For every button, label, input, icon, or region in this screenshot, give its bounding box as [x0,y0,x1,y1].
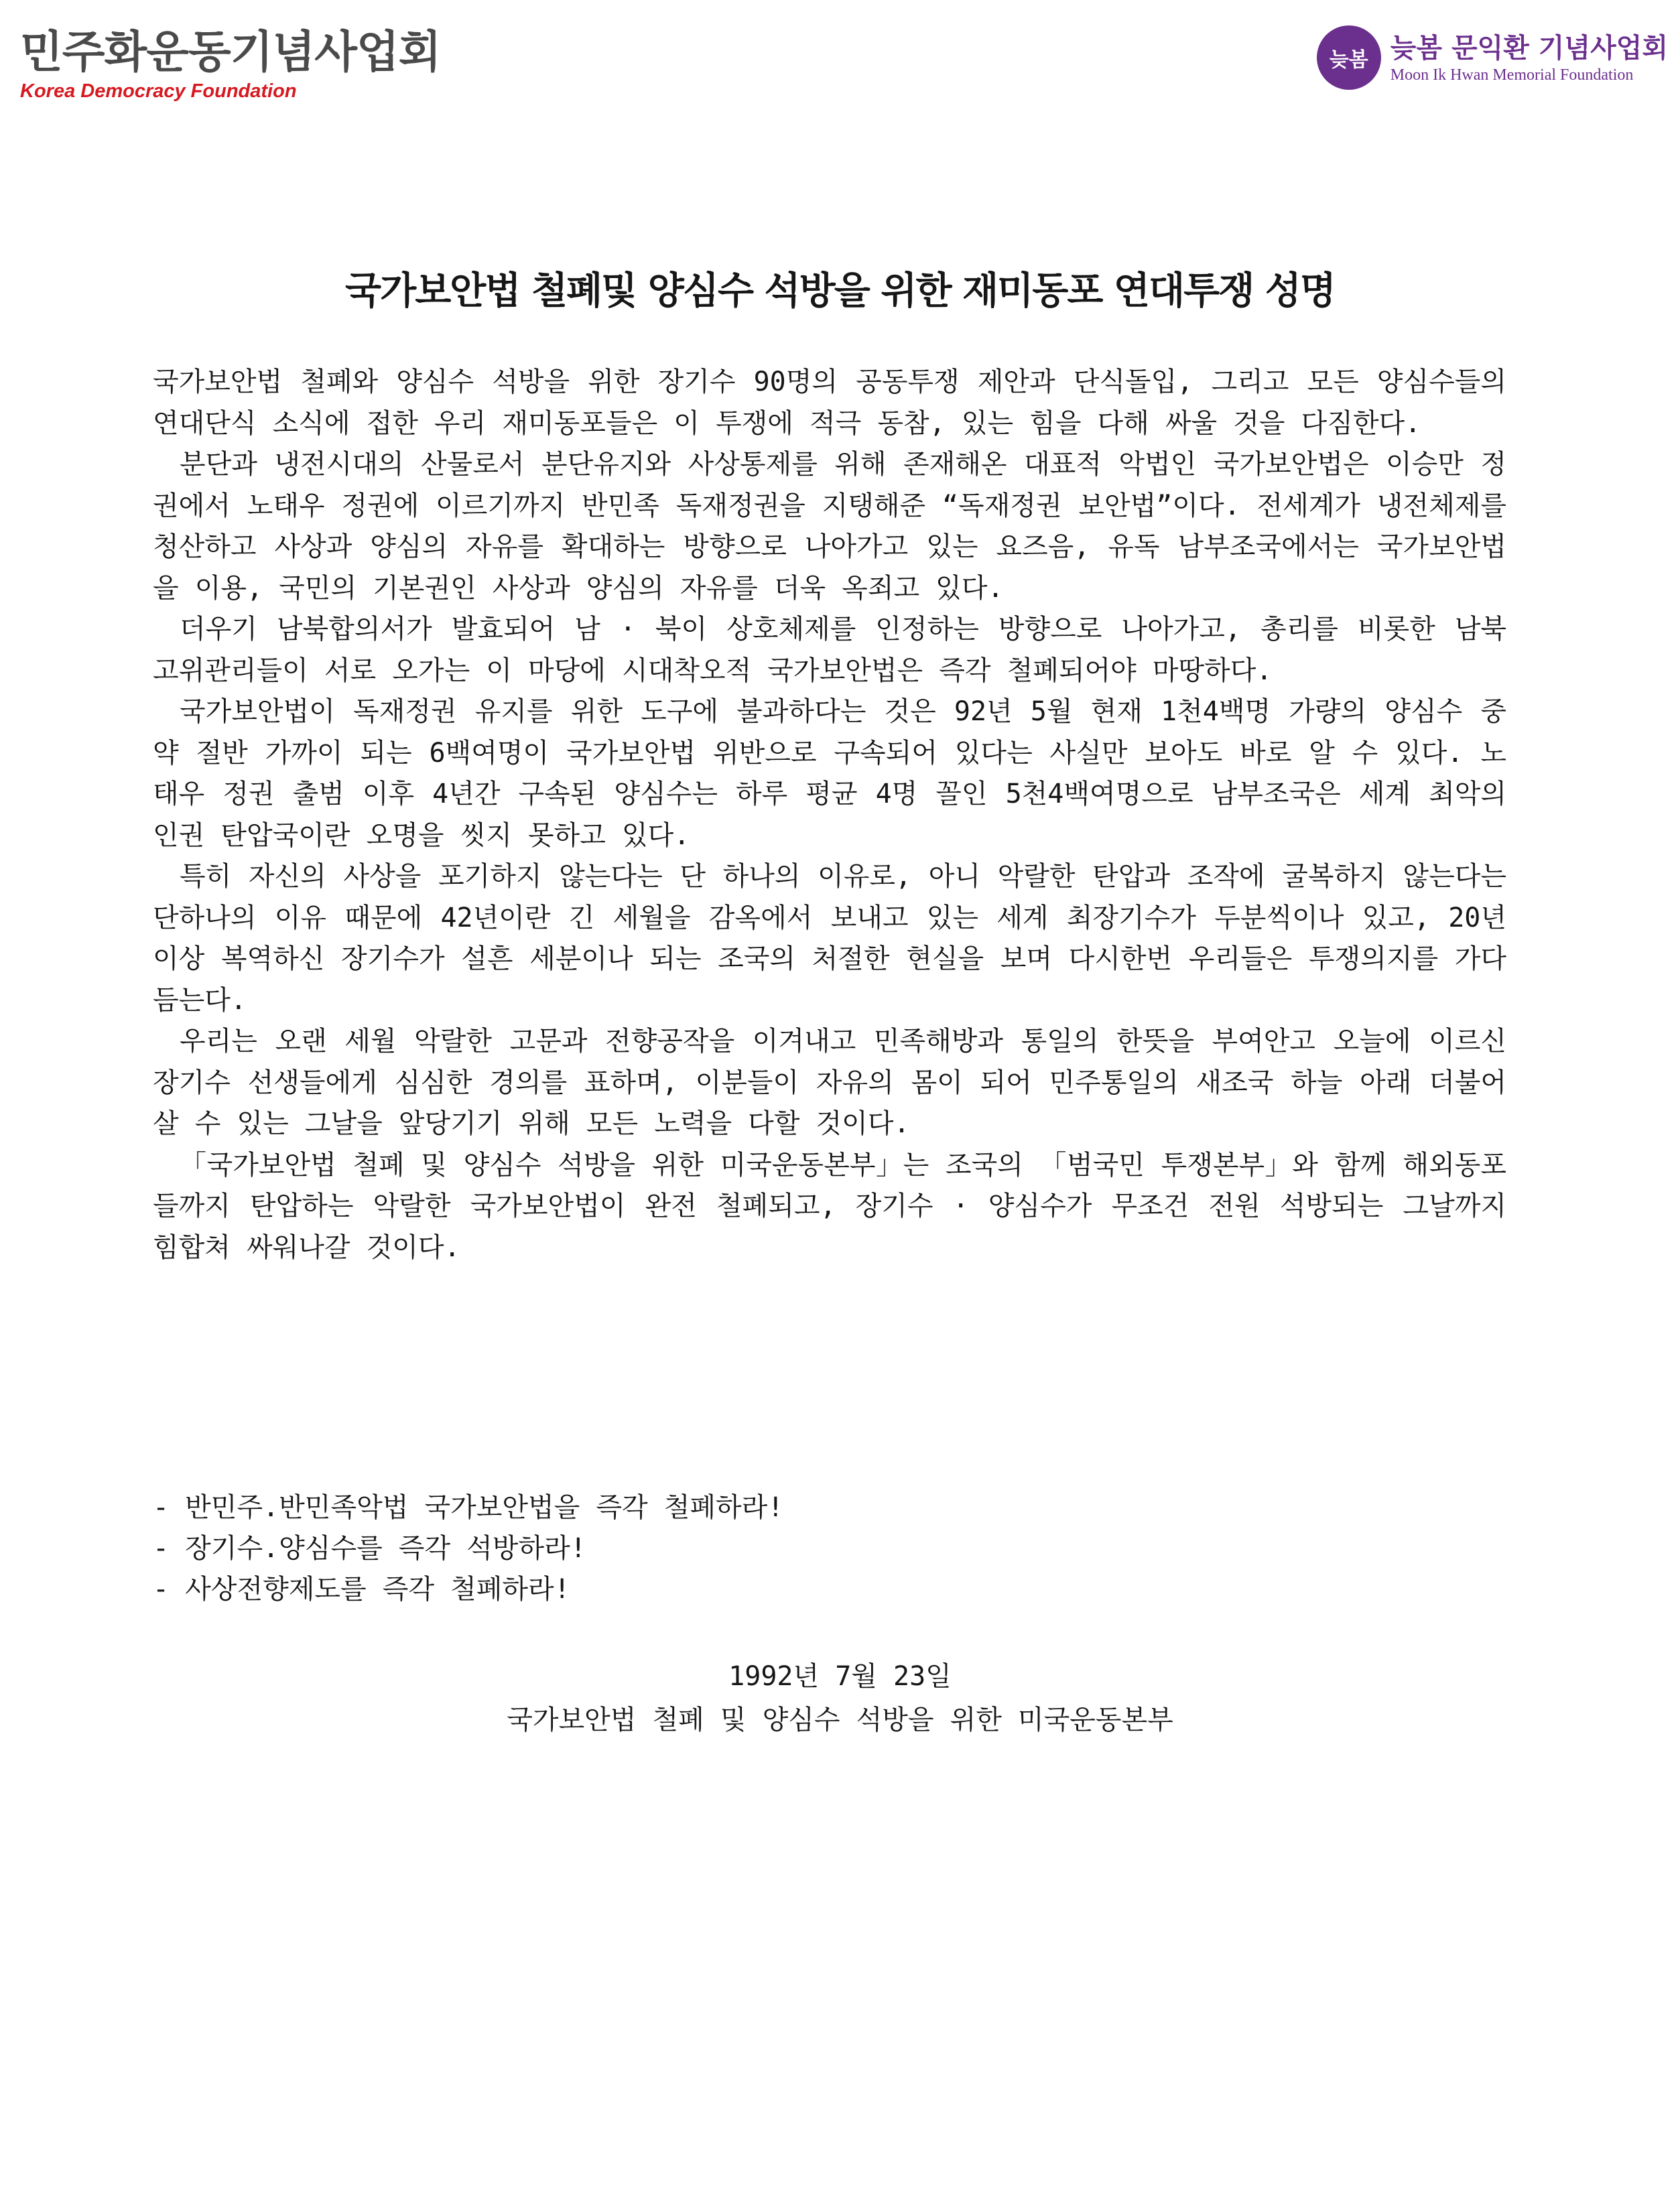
slogan-item: - 장기수.양심수를 즉각 석방하라! [153,1533,586,1564]
paragraph: 국가보안법이 독재정권 유지를 위한 도구에 불과하다는 것은 92년 5월 현재 1천4백명 가량의 양심수 중 약 절반 가까이 되는 6백여명이 국가보안법 위반으로 구속되어 있다는 사실만 보아도 바로 알 수 있다. 노태우 정권 출범 이후 4년간 구속된 양심수는 하루 평균 4명 꼴인 5천4백여명으로 남부조국은 세계 최악의 인권 탄압국이란 오명을 씻지 못하고 있다. [153,696,1506,851]
paragraph: 특히 자신의 사상을 포기하지 않는다는 단 하나의 이유로, 아니 악랄한 탄압과 조작에 굴복하지 않는다는 단하나의 이유 때문에 42년이란 긴 세월을 감옥에서 보내고 있는 세계 최장기수가 두분씩이나 있고, 20년 이상 복역하신 장기수가 설흔 세분이나 되는 조국의 처절한 현실을 보며 다시한번 우리들은 투쟁의지를 가다듬는다. [153,861,1506,1016]
statement-date: 1992년 7월 23일 [728,1661,952,1692]
seal-text: 늦봄 [1329,48,1368,72]
slogan-item: - 사상전향제도를 즉각 철폐하라! [153,1574,570,1605]
statement-body [153,362,1506,1268]
paragraph: 분단과 냉전시대의 산물로서 분단유지와 사상통제를 위해 존재해온 대표적 악법인 국가보안법은 이승만 정권에서 노태우 정권에 이르기까지 반민족 독재정권을 지탱해준 “독재정권 보안법”이다. 전세계가 냉전체제를 청산하고 사상과 양심의 자유를 확대하는 방향으로 나아가고 있는 요즈음, 유독 남부조국에서는 국가보안법을 이용, 국민의 기본권인 사상과 양심의 자유를 더욱 옥죄고 있다. [153,449,1506,604]
slogan-list [153,1487,783,1610]
document-title: 국가보안법 철폐및 양심수 석방을 위한 재미동포 연대투쟁 성명 [345,269,1335,313]
slogan-item: - 반민주.반민족악법 국가보안법을 즉각 철폐하라! [153,1492,784,1523]
moon-ik-hwan-logo [1317,25,1668,90]
kdf-logo-english: Korea Democracy Foundation [20,80,297,102]
paragraph: 우리는 오랜 세월 악랄한 고문과 전향공작을 이겨내고 민족해방과 통일의 한뜻을 부여안고 오늘에 이르신 장기수 선생들에게 심심한 경의를 표하며, 이분들이 자유의 몸이 되어 민주통일의 새조국 하늘 아래 더불어 살 수 있는 그날을 앞당기기 위해 모든 노력을 다할 것이다. [153,1026,1506,1139]
paragraph: 더우기 남북합의서가 발효되어 남 · 북이 상호체제를 인정하는 방향으로 나아가고, 총리를 비롯한 남북 고위관리들이 서로 오가는 이 마당에 시대착오적 국가보안법은 즉각 철폐되어야 마땅하다. [153,614,1506,686]
kdf-logo-korean: 민주화운동기념사업회 [20,25,441,78]
foundation-name-korean: 늦봄 문익환 기념사업회 [1390,32,1668,64]
signing-organization: 국가보안법 철폐 및 양심수 석방을 위한 미국운동본부 [507,1705,1173,1735]
foundation-name-english: Moon Ik Hwan Memorial Foundation [1390,66,1634,84]
paragraph: 국가보안법 철폐와 양심수 석방을 위한 장기수 90명의 공동투쟁 제안과 단식돌입, 그리고 모든 양심수들의 연대단식 소식에 접한 우리 재미동포들은 이 투쟁에 적극 동참, 있는 힘을 다해 싸울 것을 다짐한다. [153,367,1506,439]
kdf-logo [20,25,441,103]
neutbom-seal-icon [1317,25,1381,90]
paragraph: 「국가보안법 철폐 및 양심수 석방을 위한 미국운동본부」는 조국의 「범국민 투쟁본부」와 함께 해외동포들까지 탄압하는 악랄한 국가보안법이 완전 철폐되고, 장기수 · 양심수가 무조건 전원 석방되는 그날까지 힘합쳐 싸워나갈 것이다. [153,1149,1506,1263]
